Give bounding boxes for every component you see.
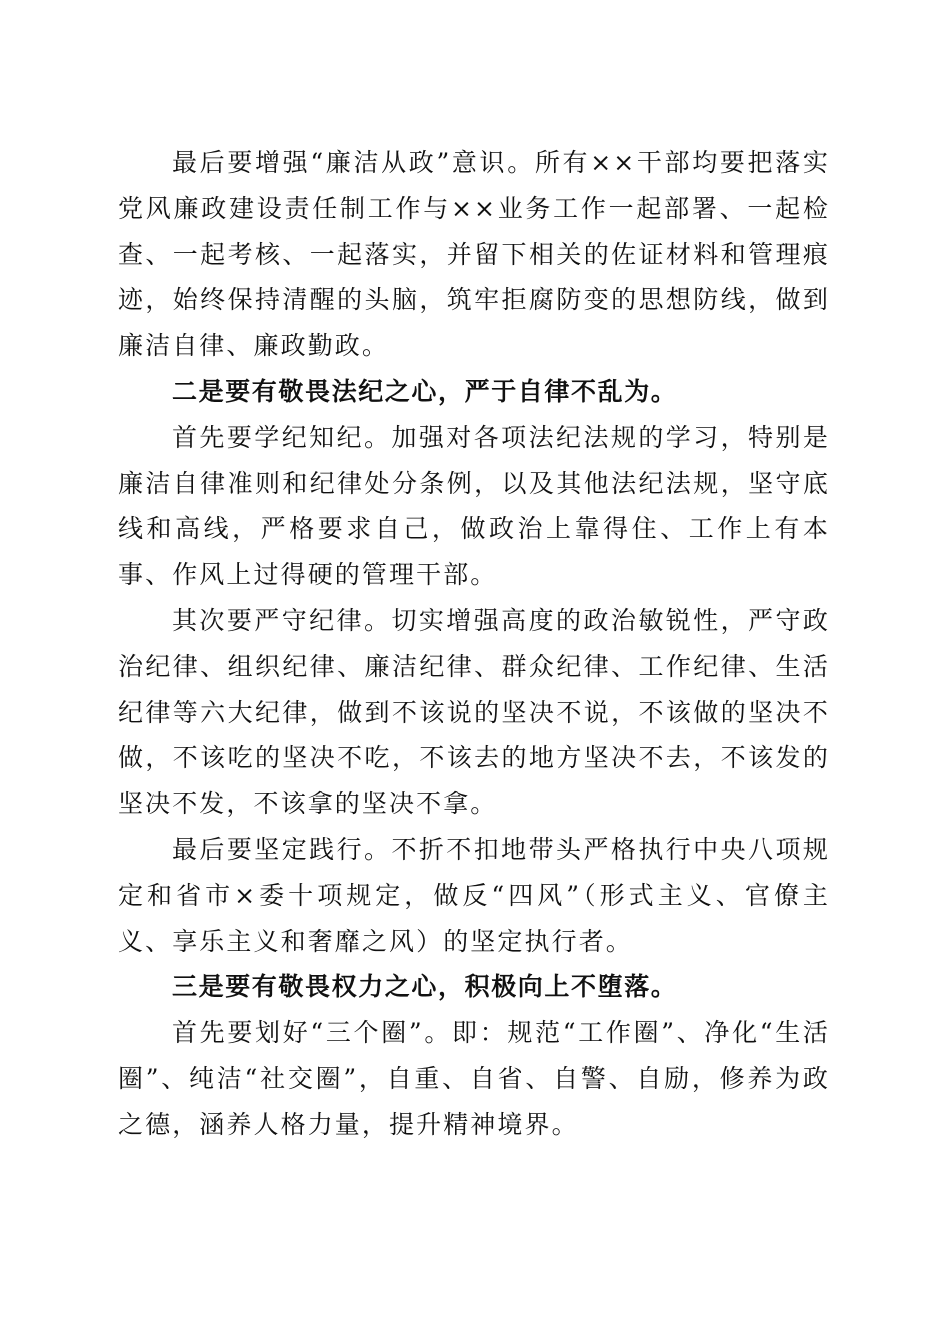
paragraph-practice-firmly: 最后要坚定践行。不折不扣地带头严格执行中央八项规定和省市×委十项规定，做反“四风”（形式主义、官僚主义、享乐主义和奢靡之风）的坚定执行者。 bbox=[118, 834, 830, 956]
paragraph-observe-discipline: 其次要严守纪律。切实增强高度的政治敏锐性，严守政治纪律、组织纪律、廉洁纪律、群众纪律、工作纪律、生活纪律等六大纪律，做到不该说的坚决不说，不该做的坚决不做，不该吃的坚决不吃，不该去的地方坚决不去，不该发的坚决不发，不该拿的坚决不拿。 bbox=[118, 605, 830, 819]
section-heading-3: 三是要有敬畏权力之心，积极向上不堕落。 bbox=[172, 972, 678, 1002]
document-page bbox=[118, 140, 830, 1148]
section-heading-2: 二是要有敬畏法纪之心，严于自律不乱为。 bbox=[172, 376, 678, 406]
paragraph-learn-discipline: 首先要学纪知纪。加强对各项法纪法规的学习，特别是廉洁自律准则和纪律处分条例，以及其他法纪法规，坚守底线和高线，严格要求自己，做政治上靠得住、工作上有本事、作风上过得硬的管理干部。 bbox=[118, 422, 830, 590]
paragraph-three-circles: 首先要划好“三个圈”。即：规范“工作圈”、净化“生活圈”、纯洁“社交圈”，自重、自省、自警、自励，修养为政之德，涵养人格力量，提升精神境界。 bbox=[118, 1018, 830, 1139]
paragraph-integrity-awareness: 最后要增强“廉洁从政”意识。所有××干部均要把落实党风廉政建设责任制工作与××业务工作一起部署、一起检查、一起考核、一起落实，并留下相关的佐证材料和管理痕迹，始终保持清醒的头脑，筑牢拒腐防变的思想防线，做到廉洁自律、廉政勤政。 bbox=[118, 148, 830, 361]
